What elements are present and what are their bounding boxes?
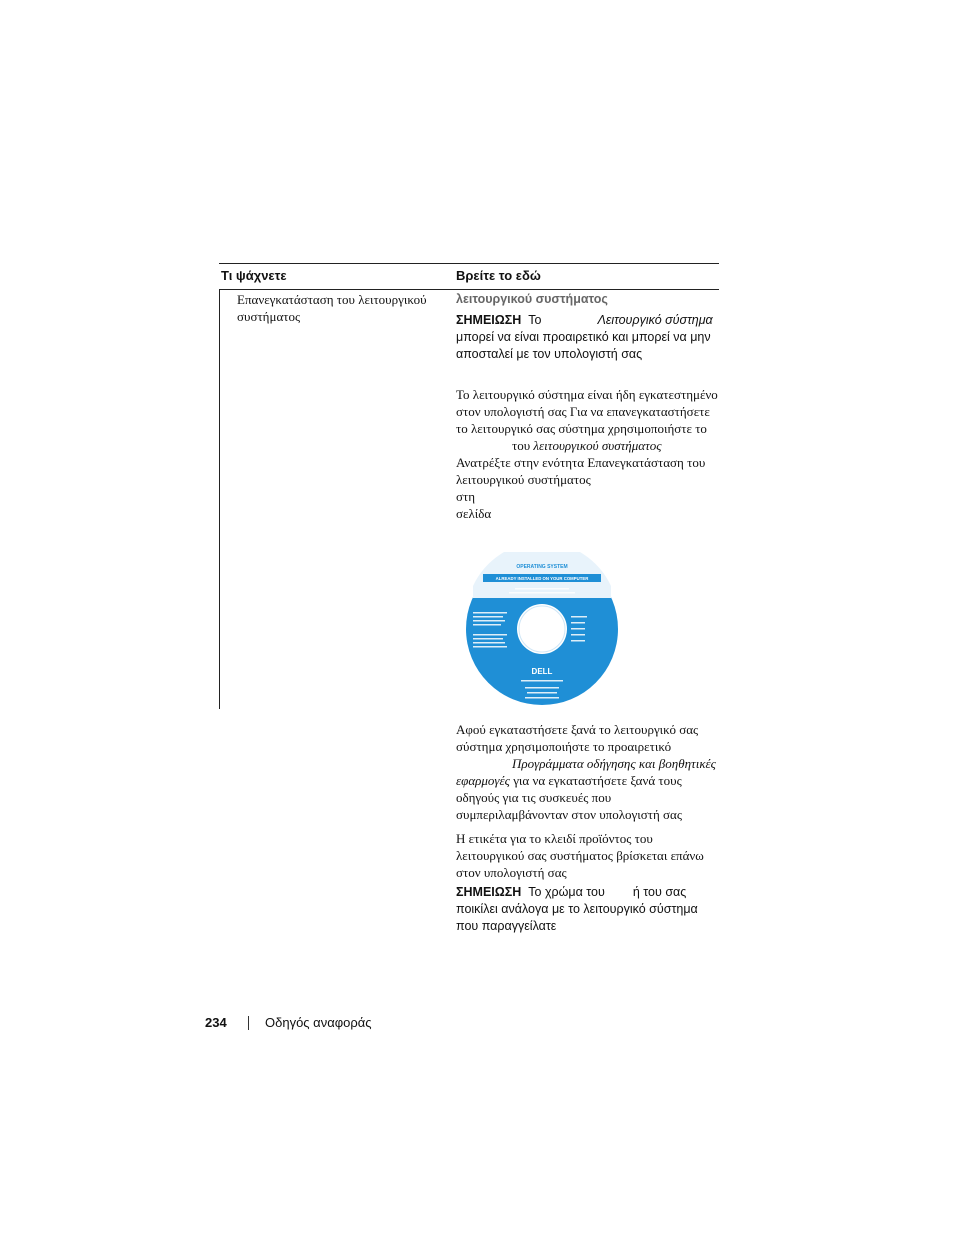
- paragraph-1-b: Ανατρέξτε στην ενότητα Επανεγκατάσταση του λειτουργικού συστήματος: [456, 455, 706, 487]
- cd-label-top: OPERATING SYSTEM: [516, 564, 568, 570]
- note-1: [456, 312, 718, 363]
- paragraph-1-page: σελίδα: [456, 506, 492, 521]
- paragraph-1-a: Το λειτουργικό σύστημα είναι ήδη εγκατεστημένο στον υπολογιστή σας Για να επανεγκαταστήσετε το λειτουργικό σας σύστημα χρησιμοποιήστε το: [456, 387, 718, 436]
- note-1-label: ΣΗΜΕΙΩΣΗ: [456, 313, 522, 327]
- paragraph-2-b: για να εγκαταστήσετε ξανά τους οδηγούς για τις συσκευές που συμπεριλαμβάνονταν στον υπολογιστή σας: [456, 773, 683, 822]
- paragraph-2: [456, 721, 718, 823]
- paragraph-1: [456, 386, 718, 522]
- table-header: [219, 263, 719, 290]
- cd-label-band: ALREADY INSTALLED ON YOUR COMPUTER: [495, 576, 589, 581]
- note-1-italic-b: σύστημα: [665, 313, 713, 327]
- note-2-rest: σας ποικίλει ανάλογα με το λειτουργικό σύστημα που παραγγείλατε: [456, 885, 698, 933]
- note-2-a: Το χρώμα του: [528, 885, 605, 899]
- paragraph-3: Η ετικέτα για το κλειδί προϊόντος του λειτουργικού σας συστήματος βρίσκεται επάνω στον υπολογιστή σας: [456, 831, 704, 880]
- subtitle: λειτουργικού συστήματος: [456, 292, 608, 306]
- note-2: [456, 884, 718, 935]
- note-1-to: Το: [528, 313, 542, 327]
- paragraph-2-a: Αφού εγκαταστήσετε ξανά το λειτουργικό σας σύστημα χρησιμοποιήστε το προαιρετικό: [456, 722, 699, 754]
- note-2-label: ΣΗΜΕΙΩΣΗ: [456, 885, 522, 899]
- page-number: 234: [205, 1015, 227, 1030]
- note-2-b: ή του: [632, 885, 662, 899]
- footer-separator: [248, 1016, 249, 1030]
- paragraph-1-tou: του: [512, 438, 531, 453]
- paragraph-1-sti: στη: [456, 489, 476, 504]
- cd-disc-image: [465, 552, 619, 706]
- paragraph-2-italic: Προγράμματα οδήγησης και βοηθητικές εφαρμογές: [456, 756, 716, 788]
- note-1-rest: μπορεί να είναι προαιρετικό και μπορεί να μην αποσταλεί με τον υπολογιστή σας: [456, 330, 711, 361]
- column-header-where: Βρείτε το εδώ: [456, 268, 541, 283]
- left-cell-text: Επανεγκατάσταση του λειτουργικού συστήματος: [237, 292, 427, 324]
- cd-hole: [519, 606, 565, 652]
- column-header-what: Τι ψάχνετε: [221, 268, 287, 283]
- footer-title: Οδηγός αναφοράς: [265, 1015, 372, 1030]
- cd-logo: DELL: [531, 667, 553, 676]
- left-cell: [219, 289, 450, 709]
- paragraph-1-italic: λειτουργικού συστήματος: [533, 438, 662, 453]
- note-1-italic-a: Λειτουργικό: [597, 313, 662, 327]
